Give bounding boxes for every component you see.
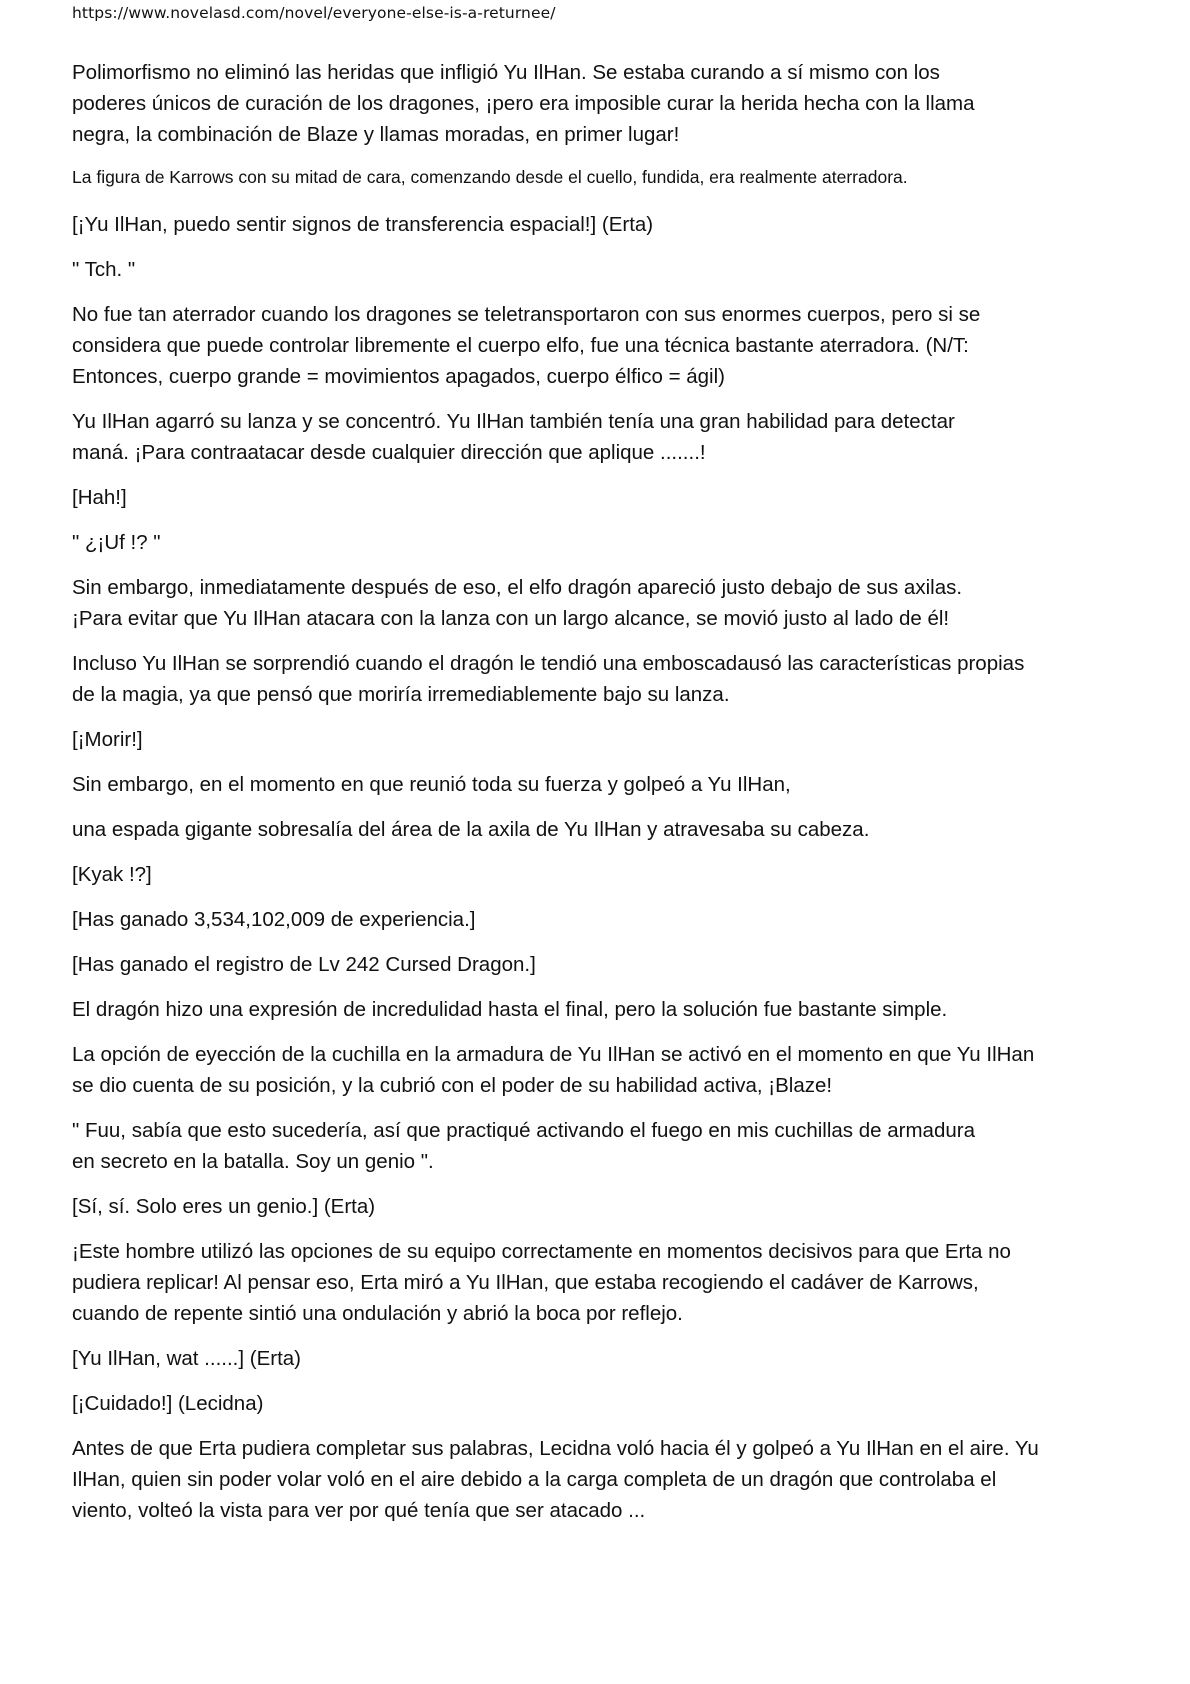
text-line: [¡Cuidado!] (Lecidna) xyxy=(72,1392,264,1415)
paragraph xyxy=(72,1191,1132,1236)
text-line: considera que puede controlar libremente el cuerpo elfo, fue una técnica bastante aterradora. (N/T: xyxy=(72,334,969,357)
text-line: [¡Morir!] xyxy=(72,728,143,751)
paragraph xyxy=(72,814,1132,859)
text-line: poderes únicos de curación de los dragones, ¡pero era imposible curar la herida hecha con la llama xyxy=(72,92,975,115)
paragraph xyxy=(72,406,1132,482)
paragraph xyxy=(72,1433,1132,1540)
text-line: El dragón hizo una expresión de incredulidad hasta el final, pero la solución fue bastante simple. xyxy=(72,998,948,1021)
text-line: ¡Para evitar que Yu IlHan atacara con la lanza con un largo alcance, se movió justo al lado de él! xyxy=(72,607,950,630)
text-line: [Has ganado el registro de Lv 242 Cursed Dragon.] xyxy=(72,953,536,976)
text-line: " ¿¡Uf !? " xyxy=(72,531,161,554)
paragraph xyxy=(72,57,1132,164)
text-line: una espada gigante sobresalía del área de la axila de Yu IlHan y atravesaba su cabeza. xyxy=(72,818,870,841)
text-line: pudiera replicar! Al pensar eso, Erta miró a Yu IlHan, que estaba recogiendo el cadáver de Karrows, xyxy=(72,1271,979,1294)
paragraph xyxy=(72,1343,1132,1388)
text-line: de la magia, ya que pensó que moriría irremediablemente bajo su lanza. xyxy=(72,683,730,706)
paragraph xyxy=(72,209,1132,254)
text-line: " Fuu, sabía que esto sucedería, así que practiqué activando el fuego en mis cuchillas de armadura xyxy=(72,1119,975,1142)
paragraph xyxy=(72,299,1132,406)
text-line: ¡Este hombre utilizó las opciones de su equipo correctamente en momentos decisivos para que Erta no xyxy=(72,1240,1011,1263)
text-line: se dio cuenta de su posición, y la cubrió con el poder de su habilidad activa, ¡Blaze! xyxy=(72,1074,833,1097)
text-line: [Yu IlHan, wat ......] (Erta) xyxy=(72,1347,301,1370)
text-line: cuando de repente sintió una ondulación y abrió la boca por reflejo. xyxy=(72,1302,683,1325)
text-line: La figura de Karrows con su mitad de cara, comenzando desde el cuello, fundida, era realmente aterradora. xyxy=(72,167,908,187)
paragraph xyxy=(72,527,1132,572)
paragraph xyxy=(72,1388,1132,1433)
paragraph xyxy=(72,482,1132,527)
paragraph xyxy=(72,648,1132,724)
text-line: [Kyak !?] xyxy=(72,863,152,886)
text-line: Sin embargo, en el momento en que reunió toda su fuerza y golpeó a Yu IlHan, xyxy=(72,773,791,796)
text-line: Incluso Yu IlHan se sorprendió cuando el dragón le tendió una emboscadausó las características propias xyxy=(72,652,1025,675)
text-line: [Has ganado 3,534,102,009 de experiencia.] xyxy=(72,908,476,931)
text-line: Sin embargo, inmediatamente después de eso, el elfo dragón apareció justo debajo de sus axilas. xyxy=(72,576,963,599)
text-line: Polimorfismo no eliminó las heridas que infligió Yu IlHan. Se estaba curando a sí mismo con los xyxy=(72,61,940,84)
text-line: La opción de eyección de la cuchilla en la armadura de Yu IlHan se activó en el momento en que Yu IlHan xyxy=(72,1043,1035,1066)
text-line: Entonces, cuerpo grande = movimientos apagados, cuerpo élfico = ágil) xyxy=(72,365,725,388)
text-line: [Hah!] xyxy=(72,486,127,509)
paragraph xyxy=(72,949,1132,994)
text-line: [Sí, sí. Solo eres un genio.] (Erta) xyxy=(72,1195,376,1218)
page-url: https://www.novelasd.com/novel/everyone-else-is-a-returnee/ xyxy=(72,4,556,22)
paragraph xyxy=(72,859,1132,904)
paragraph xyxy=(72,1236,1132,1343)
chapter-text xyxy=(72,57,1132,1540)
paragraph xyxy=(72,769,1132,814)
text-line: [¡Yu IlHan, puedo sentir signos de transferencia espacial!] (Erta) xyxy=(72,213,654,236)
paragraph xyxy=(72,724,1132,769)
paragraph xyxy=(72,1039,1132,1115)
text-line: maná. ¡Para contraatacar desde cualquier dirección que aplique .......! xyxy=(72,441,706,464)
text-line: " Tch. " xyxy=(72,258,136,281)
text-line: negra, la combinación de Blaze y llamas moradas, en primer lugar! xyxy=(72,123,680,146)
paragraph xyxy=(72,572,1132,648)
paragraph xyxy=(72,904,1132,949)
text-line: No fue tan aterrador cuando los dragones se teletransportaron con sus enormes cuerpos, pero si se xyxy=(72,303,981,326)
paragraph xyxy=(72,1115,1132,1191)
text-line: en secreto en la batalla. Soy un genio ". xyxy=(72,1150,434,1173)
paragraph xyxy=(72,254,1132,299)
text-line: IlHan, quien sin poder volar voló en el aire debido a la carga completa de un dragón que controlaba el xyxy=(72,1468,997,1491)
text-line: viento, volteó la vista para ver por qué tenía que ser atacado ... xyxy=(72,1499,646,1522)
paragraph xyxy=(72,994,1132,1039)
text-line: Antes de que Erta pudiera completar sus palabras, Lecidna voló hacia él y golpeó a Yu IlHan en el aire. Yu xyxy=(72,1437,1039,1460)
text-line: Yu IlHan agarró su lanza y se concentró. Yu IlHan también tenía una gran habilidad para detectar xyxy=(72,410,955,433)
paragraph xyxy=(72,164,1132,209)
